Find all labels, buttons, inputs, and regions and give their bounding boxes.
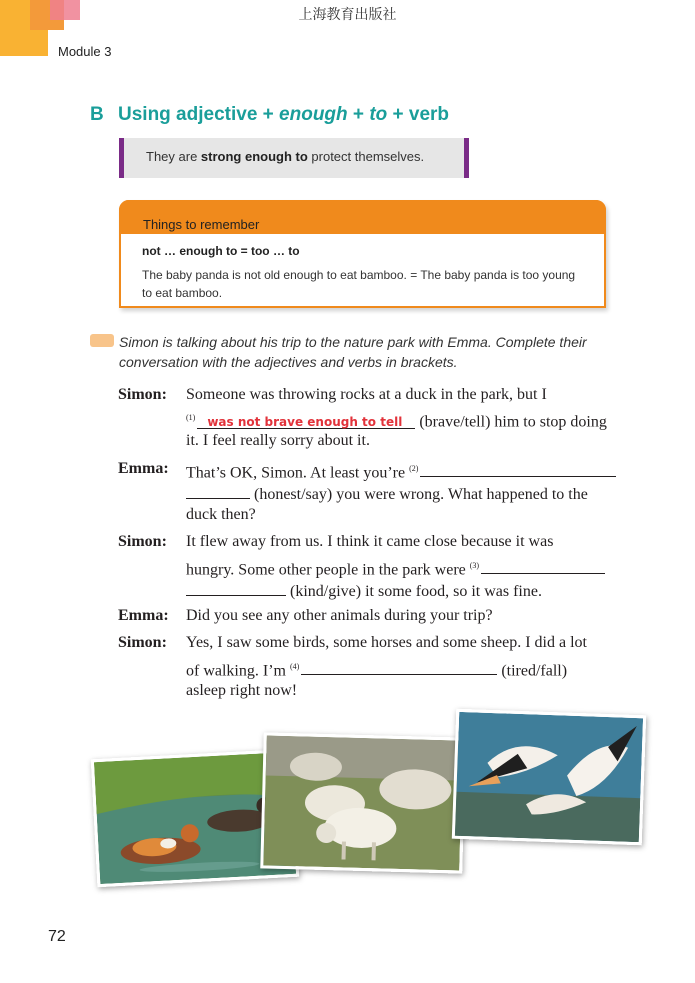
dialogue-text: (honest/say) you were wrong. What happened to the [250,486,588,503]
section-title: Using adjective + enough + to + verb [118,104,450,125]
sheep-photo [260,732,465,873]
dialogue-line: Yes, I saw some birds, some horses and some sheep. I did a lot [186,634,587,651]
dialogue-line: Someone was throwing rocks at a duck in the park, but I [186,386,547,403]
example-box [119,138,469,178]
dialogue-line: asleep right now! [186,682,298,699]
dialogue-text: (brave/tell) him to stop doing [415,413,607,431]
remember-example-line: The baby panda is not old enough to eat bamboo. = The baby panda is too young [142,268,576,282]
answer-blank-2-cont[interactable] [186,480,250,499]
section-letter: B [90,104,104,125]
remember-title: Things to remember [143,217,260,232]
dialogue-line: It flew away from us. I think it came close because it was [186,533,554,550]
dialogue-line: Did you see any other animals during your trip? [186,607,493,624]
answer-blank-3[interactable] [481,555,605,574]
blank-number: (4) [289,662,300,671]
answer-blank-2[interactable] [420,458,616,477]
speaker-label: Simon: [118,533,167,550]
page-number: 72 [48,928,66,945]
remember-box [119,200,606,308]
dialogue-text: That’s OK, Simon. At least you’re [186,464,410,482]
speaker-label: Simon: [118,634,167,651]
publisher-name: 上海教育出版社 [298,7,397,23]
pelicans-photo [452,709,646,846]
answer-blank-1[interactable] [197,410,415,429]
module-label: Module 3 [58,44,112,59]
answer-blank-3-cont[interactable] [186,577,286,596]
dialogue-text: (kind/give) it some food, so it was fine. [286,583,542,600]
dialogue-line: duck then? [186,506,256,523]
remember-example-line: to eat bamboo. [142,286,223,300]
pelicans-illustration [455,712,643,842]
speaker-label: Simon: [118,386,167,403]
instruction-marker [90,334,114,347]
dialogue-text: (tired/fall) [497,662,568,680]
dialogue-line [186,577,542,604]
answer-text: was not brave enough to tell [207,415,403,430]
speaker-label: Emma: [118,460,169,477]
example-sentence: They are strong enough to protect themselves. [146,149,425,164]
dialogue-text: hungry. Some other people in the park were [186,561,470,579]
sheep-illustration [263,735,462,870]
blank-number: (1) [186,413,196,422]
dialogue-line: it. I feel really sorry about it. [186,432,370,449]
instruction-text: Simon is talking about his trip to the nature park with Emma. Complete their conversation with the adjectives and verbs in brackets. [119,334,587,370]
dialogue-text: of walking. I’m [186,662,290,680]
rule-text: not … enough to = too … to [142,244,300,258]
blank-number: (2) [409,464,419,473]
blank-number: (3) [469,561,480,570]
answer-blank-4[interactable] [301,656,497,675]
speaker-label: Emma: [118,607,169,624]
